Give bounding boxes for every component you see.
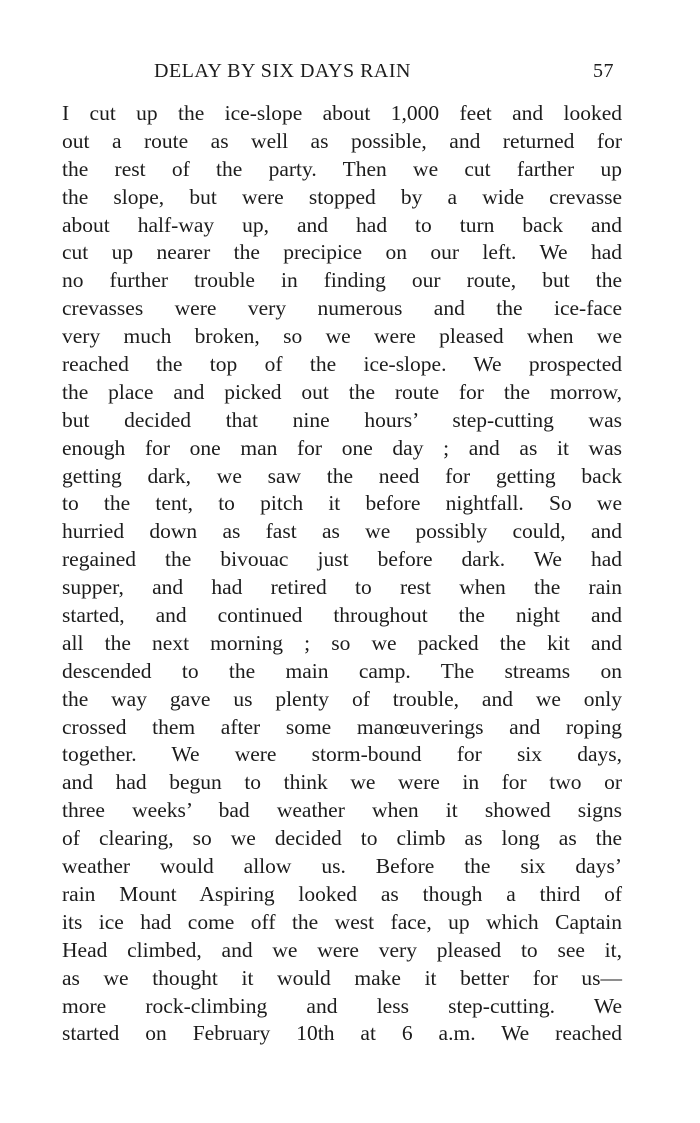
text-line: the slope, but were stopped by a wide crevasse [62,184,622,209]
running-header [62,58,622,88]
text-line: weather would allow us. Before the six days’ [62,854,622,879]
text-line: the place and picked out the route for the morrow, [62,379,622,404]
text-line: all the next morning ; so we packed the kit and [62,630,622,655]
text-line: started, and continued throughout the night and [62,603,622,628]
text-line: about half-way up, and had to turn back and [62,212,622,237]
text-line: I cut up the ice-slope about 1,000 feet and looked [62,101,622,125]
text-line: to the tent, to pitch it before nightfall. So we [62,491,622,516]
text-line: as we thought it would make it better for us— [62,965,622,990]
text-line: crevasses were very numerous and the ice-face [62,296,622,321]
text-line: started on February 10th at 6 a.m. We reached [62,1021,622,1046]
text-line: rain Mount Aspiring looked as though a third of [62,881,622,906]
text-line: and had begun to think we were in for two or [62,770,622,795]
text-line: three weeks’ bad weather when it showed signs [62,798,622,823]
text-line: the way gave us plenty of trouble, and we only [62,686,622,711]
text-line: its ice had come off the west face, up which Captain [62,909,622,934]
text-line: hurried down as fast as we possibly could, and [62,519,622,544]
text-line: regained the bivouac just before dark. We had [62,547,622,572]
page-number: 57 [593,60,614,82]
text-line: the rest of the party. Then we cut farther up [62,156,622,181]
text-line: very much broken, so we were pleased when we [62,324,622,349]
running-title: DELAY BY SIX DAYS RAIN [154,60,411,82]
text-line: no further trouble in finding our route, but the [62,268,622,293]
text-line: crossed them after some manœuverings and roping [62,714,622,739]
text-line: Head climbed, and we were very pleased to see it, [62,937,622,962]
text-line: of clearing, so we decided to climb as long as the [62,826,622,851]
text-line: descended to the main camp. The streams on [62,658,622,683]
text-line: out a route as well as possible, and returned for [62,128,622,153]
text-line: together. We were storm-bound for six days, [62,742,622,767]
text-line: getting dark, we saw the need for getting back [62,463,622,488]
body-text [62,100,622,1048]
text-line: supper, and had retired to rest when the rain [62,575,622,600]
text-line: reached the top of the ice-slope. We prospected [62,352,622,377]
text-line: more rock-climbing and less step-cutting. We [62,993,622,1018]
text-line: but decided that nine hours’ step-cutting was [62,407,622,432]
text-line: enough for one man for one day ; and as it was [62,435,622,460]
text-line: cut up nearer the precipice on our left. We had [62,240,622,265]
book-page [62,58,622,1048]
